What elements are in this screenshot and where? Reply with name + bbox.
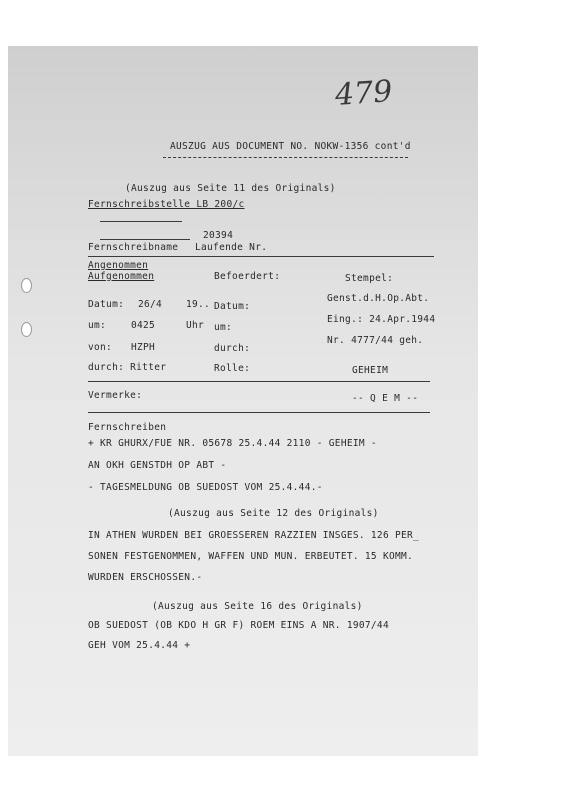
message-line: - TAGESMELDUNG OB SUEDOST VOM 25.4.44.- bbox=[88, 482, 323, 493]
excerpt-line: OB SUEDOST (OB KDO H GR F) ROEM EINS A NR. 1907/44 bbox=[88, 620, 389, 631]
serial-label: Laufende Nr. bbox=[195, 242, 268, 253]
message-label: Fernschreiben bbox=[88, 422, 167, 433]
form-rule bbox=[88, 381, 430, 382]
recorded-label: Aufgenommen bbox=[88, 271, 155, 282]
time-label: um: bbox=[88, 320, 107, 331]
station-label: Fernschreibstelle LB 200/c bbox=[88, 199, 245, 210]
excerpt-line: SONEN FESTGENOMMEN, WAFFEN UND MUN. ERBEUTET. 15 KOMM. bbox=[88, 551, 414, 562]
date-label: Datum: bbox=[88, 299, 125, 310]
year-value: 19.. bbox=[186, 299, 211, 310]
short-rule bbox=[100, 221, 182, 222]
message-line: AN OKH GENSTDH OP ABT - bbox=[88, 460, 227, 471]
remarks-label: Vermerke: bbox=[88, 390, 143, 401]
stamp-line-2: Eing.: 24.Apr.1944 bbox=[327, 314, 436, 325]
by2-label: durch: Ritter bbox=[88, 362, 167, 373]
excerpt-line: GEH VOM 25.4.44 + bbox=[88, 640, 191, 651]
forwarded-label: Befoerdert: bbox=[214, 271, 281, 282]
excerpt-heading: (Auszug aus Seite 11 des Originals) bbox=[125, 183, 336, 194]
punch-hole bbox=[21, 322, 32, 337]
name-label: Fernschreibname bbox=[88, 242, 179, 253]
stamp-line-1: Genst.d.H.Op.Abt. bbox=[327, 293, 430, 304]
form-rule bbox=[88, 412, 430, 413]
stamp-label: Stempel: bbox=[345, 273, 394, 284]
message-line: + KR GHURX/FUE NR. 05678 25.4.44 2110 - GEHEIM - bbox=[88, 438, 377, 449]
excerpt-heading: (Auszug aus Seite 16 des Originals) bbox=[152, 601, 363, 612]
by-label: durch: bbox=[214, 343, 251, 354]
excerpt-line: IN ATHEN WURDEN BEI GROESSEREN RAZZIEN INSGES. 126 PER_ bbox=[88, 530, 420, 541]
page-number: 479 bbox=[333, 74, 394, 113]
stamp-line-3: Nr. 4777/44 geh. bbox=[327, 335, 424, 346]
received-label: Angenommen bbox=[88, 260, 149, 271]
role-label: Rolle: bbox=[214, 363, 251, 374]
excerpt-heading: (Auszug aus Seite 12 des Originals) bbox=[168, 508, 379, 519]
from-label: von: bbox=[88, 342, 113, 353]
hour-label: Uhr bbox=[186, 320, 205, 331]
classification: GEHEIM bbox=[352, 365, 389, 376]
time2-label: um: bbox=[214, 322, 233, 333]
title-dashed-rule bbox=[163, 157, 408, 158]
date-value: 26/4 bbox=[138, 299, 163, 310]
punch-hole bbox=[21, 278, 32, 293]
serial-number: 20394 bbox=[203, 230, 234, 241]
time-value: 0425 bbox=[131, 320, 156, 331]
from-value: HZPH bbox=[131, 342, 156, 353]
document-title: AUSZUG AUS DOCUMENT NO. NOKW-1356 cont'd bbox=[170, 141, 411, 152]
remarks-value: -- Q E M -- bbox=[352, 393, 419, 404]
short-rule bbox=[100, 239, 190, 240]
form-rule bbox=[88, 256, 434, 257]
date2-label: Datum: bbox=[214, 301, 251, 312]
excerpt-line: WURDEN ERSCHOSSEN.- bbox=[88, 572, 203, 583]
